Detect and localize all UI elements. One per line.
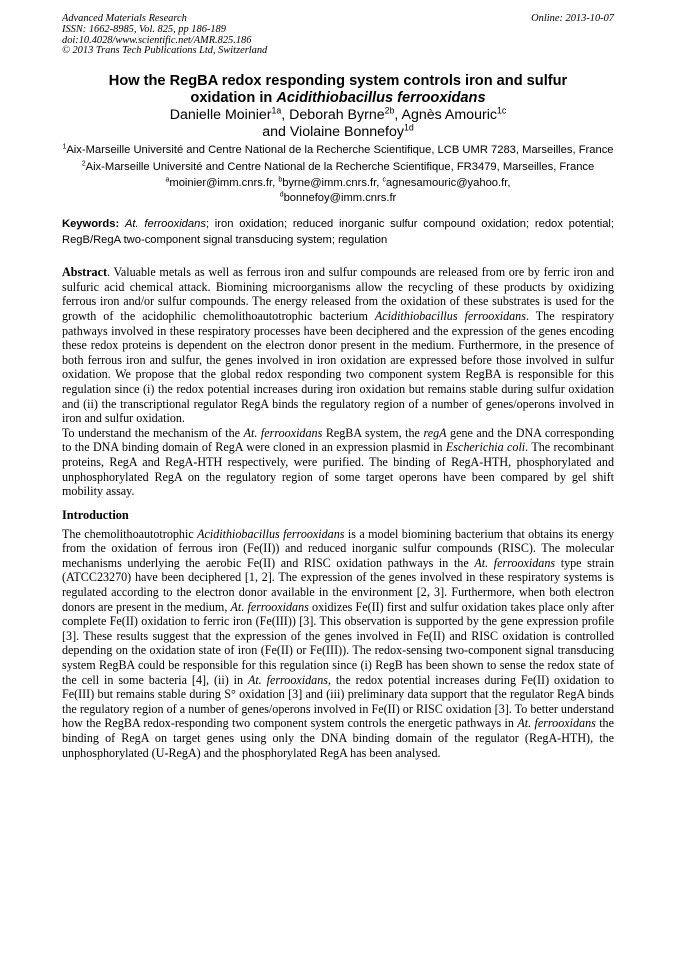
abstract-text: . Valuable metals as well as ferrous iron and sulfur compounds are released from ore by ferric iron and sulfuric acid chemical attack. Biomining microorganisms allow the recycling of these products by oxidizing ferrous iron and/or sulfur compounds. The energy released from the oxidation of these substrates is used for the growth of the acidophilic chemolithoautotrophic bacterium (62, 265, 614, 323)
email-key: a (165, 175, 170, 183)
authors-line-1 (62, 107, 614, 124)
journal-name: Advanced Materials Research (62, 13, 187, 24)
email-key: d (279, 191, 284, 199)
affiliation-1 (62, 143, 614, 158)
abstract-text: To understand the mechanism of the (62, 425, 244, 440)
author-and: and (262, 124, 290, 141)
online-date: Online: 2013-10-07 (531, 13, 614, 24)
affiliation-2-text: Aix-Marseille Université and Centre National de la Recherche Scientifique, FR3479, Marseilles, France (85, 161, 595, 174)
affiliation-2-number: 2 (81, 160, 86, 168)
affiliation-2 (62, 160, 614, 175)
abstract-text: . The recombinant proteins, RegA and RegA-HTH respectively, were purified. The binding of RegA-HTH, phosphorylated and unphosphorylated RegA on the regulatory region of some target operons have been compared by gel shift mobility assay. (62, 440, 614, 499)
abstract-text: . The respiratory pathways involved in these respiratory processes have been deciphered and the expression of the genes encoding these redox proteins is dependent on the electron donor present in the medium. Furthermore, in the presence of both ferrous iron and sulfur, the genes involved in iron oxidation are expressed before those involved in sulfur oxidation. We propose that the global redox responding two component system RegBA is responsible for this regulation since (i) the redox potential increases during iron oxidation but remains stable during sulfur oxidation and (ii) the transcriptional regulator RegA binds the regulatory region of a number of genes/operons involved in iron and sulfur oxidation. (62, 308, 615, 426)
emails-line-2 (62, 191, 614, 206)
keywords-rest: ; iron oxidation; reduced inorganic sulfur compound oxidation; redox potential; RegB/RegA two-component signal transducing system; regulation (62, 218, 615, 246)
abstract-organism: At. ferrooxidans (243, 425, 323, 440)
abstract-organism: Acidithiobacillus ferrooxidans (374, 308, 526, 323)
intro-organism: At. ferrooxidans (517, 716, 596, 731)
journal-header (62, 14, 614, 57)
intro-organism: Acidithiobacillus ferrooxidans (197, 526, 345, 541)
intro-text: The chemolithoautotrophic (62, 526, 198, 541)
paper-page (62, 14, 614, 760)
author-byrne-affil: 2b (384, 105, 395, 116)
author-list (62, 107, 614, 141)
intro-text: type strain (ATCC23270) have been deciphered [1, 2]. The expression of the genes involved in these respiratory systems is regulated according to the electron donor available in the environment [2, 3]. Furthermore, when both electron donors are present in the medium, (62, 555, 615, 614)
author-moinier-affil: 1a (271, 105, 282, 116)
paper-title (62, 73, 614, 107)
introduction-paragraph (62, 527, 614, 761)
authors-line-2 (62, 124, 614, 141)
email-byrne: byrne@imm.cnrs.fr, (282, 176, 383, 189)
abstract-text: RegBA system, the (322, 425, 424, 440)
email-key: b (278, 175, 283, 183)
intro-text: the binding of RegA on target genes using only the DNA binding domain of the regulator (RegA-HTH), the unphosphorylated (U-RegA) and the phosphorylated RegA has been analysed. (62, 716, 614, 760)
abstract-paragraph-2 (62, 426, 614, 499)
affiliation-1-text: Aix-Marseille Université and Centre National de la Recherche Scientifique, LCB UMR 7283, Marseilles, France (66, 144, 614, 157)
author-separator: , (394, 107, 402, 124)
email-amouric: agnesamouric@yahoo.fr, (385, 176, 511, 189)
keywords (62, 217, 614, 248)
author-amouric-affil: 1c (496, 105, 507, 116)
author-byrne: Deborah Byrne (289, 107, 385, 124)
abstract-label: Abstract (62, 265, 108, 280)
affiliation-1-number: 1 (62, 143, 67, 151)
author-separator: , (281, 107, 290, 124)
title-line-1: How the RegBA redox responding system controls iron and sulfur (108, 73, 568, 90)
abstract-gene: regA (423, 425, 447, 440)
intro-text: oxidizes Fe(II) first and sulfur oxidation takes place only after complete Fe(II) oxidation to ferric iron (Fe(III)) [3]. This observation is supported by the gene expression profile [3]. These results suggest that the expression of the genes involved in Fe(II) and RISC oxidation is controlled depending on the oxidation state of iron (Fe(II) or Fe(III)). The redox-sensing two-component signal transducing system RegBA could be responsible for this regulation since (i) RegB has been shown to sense the redox state of the cell in some bacteria [4], (ii) in (62, 599, 614, 687)
keyword-organism: At. ferrooxidans (124, 218, 206, 230)
author-amouric: Agnès Amouric (401, 107, 497, 124)
email-list (62, 176, 614, 206)
abstract-text: gene and the DNA corresponding to the DNA binding domain of RegA were cloned in an expression plasmid in (62, 425, 614, 455)
keywords-label: Keywords: (62, 218, 120, 230)
email-key: c (382, 175, 386, 183)
abstract-organism: Escherichia coli (445, 440, 526, 455)
author-bonnefoy-affil: 1d (403, 122, 414, 133)
intro-organism: At. ferrooxidans (474, 555, 556, 570)
author-bonnefoy: Violaine Bonnefoy (289, 124, 404, 141)
introduction-section (62, 527, 614, 761)
author-moinier: Danielle Moinier (169, 107, 272, 124)
intro-organism: At. ferrooxidans (230, 599, 309, 614)
intro-organism: At. ferrooxidans (247, 672, 328, 687)
emails-line-1 (62, 176, 614, 191)
introduction-heading: Introduction (62, 507, 129, 522)
email-bonnefoy: bonnefoy@imm.cnrs.fr (283, 191, 397, 204)
intro-text: is a model biomining bacterium that obtains its energy from the oxidation of ferrous iron (Fe(II)) and reduced inorganic sulfur compounds (RISC). The molecular mechanisms underlying the aerobic Fe(II) and RISC oxidation pathways in the (62, 526, 614, 570)
abstract (62, 265, 614, 499)
title-line-2-prefix: oxidation in (190, 90, 277, 107)
copyright-line: © 2013 Trans Tech Publications Ltd, Switzerland (62, 45, 268, 57)
issn-line: ISSN: 1662-8985, Vol. 825, pp 186-189 (62, 23, 226, 35)
abstract-paragraph-1 (62, 265, 614, 426)
doi-line: doi:10.4028/www.scientific.net/AMR.825.186 (62, 34, 252, 46)
title-line-2 (62, 90, 614, 107)
intro-text: , the redox potential increases during Fe(II) oxidation to Fe(III) but remains stable during S° oxidation [3] and (iii) preliminary data support that the regulator RegA binds the regulatory region of a number of genes/operons involved in Fe(II) or RISC oxidation [3]. To better understand how the RegBA redox-responding two component system controls the energetic pathways in (62, 672, 614, 731)
email-moinier: moinier@imm.cnrs.fr, (169, 176, 279, 189)
title-organism: Acidithiobacillus ferrooxidans (276, 90, 486, 107)
